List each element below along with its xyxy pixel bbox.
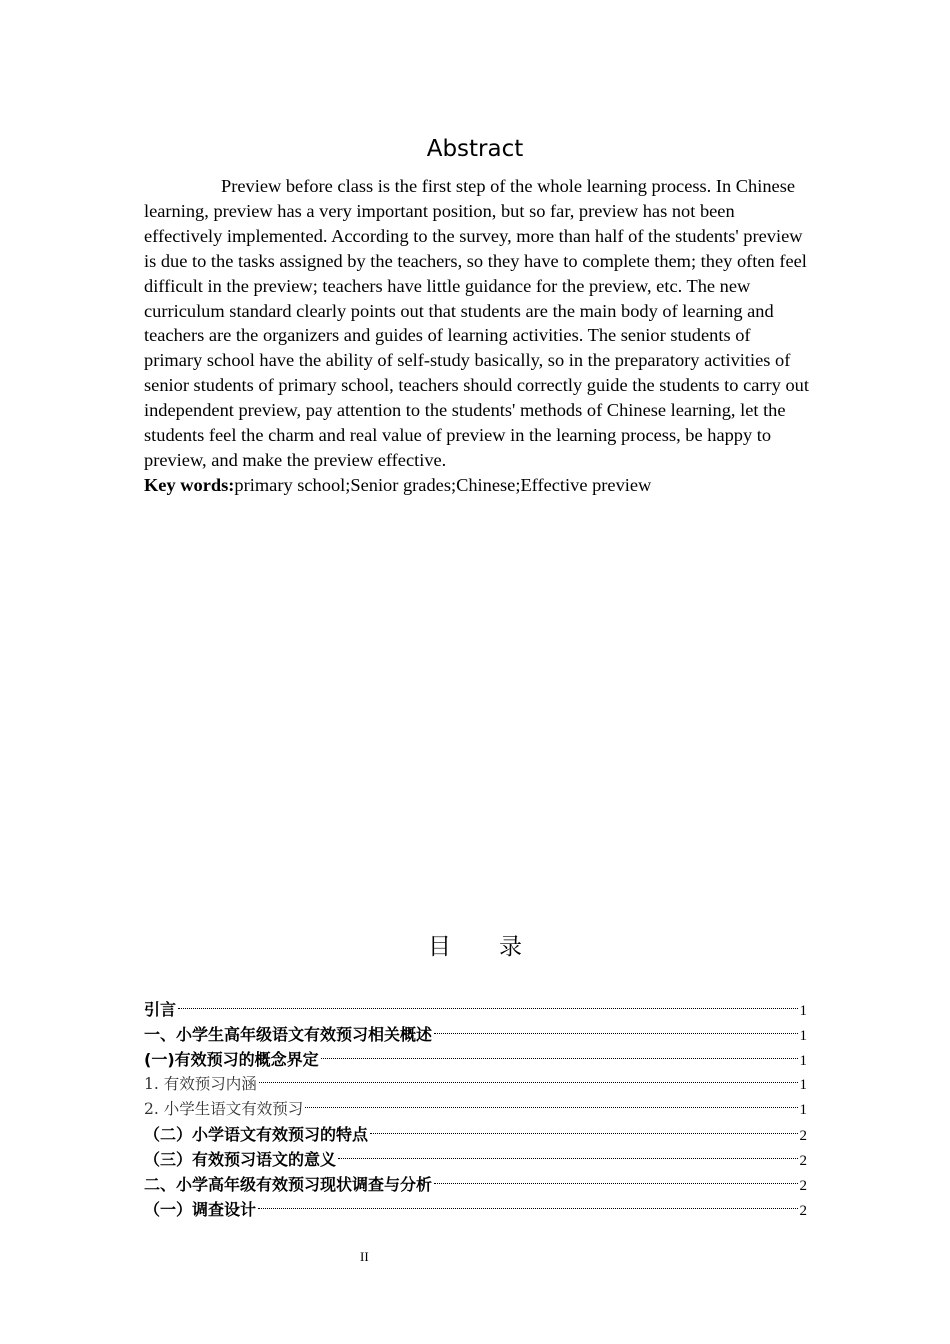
keywords-label: Key words:: [144, 475, 235, 495]
toc-leader-dots: [338, 1158, 797, 1159]
keywords-line: [144, 473, 809, 498]
toc-entry[interactable]: [144, 1197, 807, 1222]
toc-entry-page: 2: [799, 1153, 807, 1169]
toc-entry[interactable]: [144, 1097, 807, 1122]
toc-entry-text: 1. 有效预习内涵: [144, 1075, 257, 1093]
toc-entry-text: （三）有效预习语文的意义: [144, 1150, 337, 1169]
abstract-title: Abstract: [426, 136, 524, 162]
toc-entry-page: 2: [799, 1203, 807, 1219]
toc-leader-dots: [258, 1208, 797, 1209]
toc-entry[interactable]: [144, 1172, 807, 1197]
toc-entry[interactable]: [144, 1047, 807, 1072]
toc-leader-dots: [305, 1107, 797, 1108]
toc-entry-text: 2. 小学生语文有效预习: [144, 1100, 304, 1118]
toc-entry-text: 一、小学生高年级语文有效预习相关概述: [144, 1025, 433, 1044]
toc-entry[interactable]: [144, 1122, 807, 1147]
toc-leader-dots: [321, 1058, 798, 1059]
toc-entry[interactable]: [144, 1072, 807, 1097]
page-number: II: [360, 1249, 369, 1264]
abstract-body: Preview before class is the first step of the whole learning process. In Chinese learning, preview has a very important position, but so far, preview has not been effectively implemented. According to the survey, more than half of the students' preview is due to the tasks assigned by the teachers, so they have to complete them; they often feel difficult in the preview; teachers have little guidance for the preview, etc. The new curriculum standard clearly points out that students are the main body of learning and teachers are the organizers and guides of learning activities. The senior students of primary school have the ability of self-study basically, so in the preparatory activities of senior students of primary school, teachers should correctly guide the students to carry out independent preview, pay attention to the students' methods of Chinese learning, let the students feel the charm and real value of preview in the learning process, be happy to preview, and make the preview effective.: [144, 176, 809, 470]
keywords-value: primary school;Senior grades;Chinese;Effective preview: [234, 475, 652, 495]
toc-entry-page: 1: [799, 1028, 807, 1044]
toc-entry[interactable]: [144, 997, 807, 1022]
toc-entry-page: 1: [799, 1003, 807, 1019]
toc-entry-page: 2: [799, 1128, 807, 1144]
toc-entry[interactable]: [144, 1147, 807, 1172]
toc-leader-dots: [434, 1183, 797, 1184]
toc-title-char-2: 录: [499, 934, 522, 960]
toc-entry-text: （二）小学语文有效预习的特点: [144, 1125, 369, 1144]
toc-entry-page: 1: [799, 1053, 807, 1069]
toc-leader-dots: [370, 1133, 797, 1134]
toc-entry-page: 2: [799, 1178, 807, 1194]
toc-leader-dots: [259, 1082, 798, 1083]
toc-title-char-1: 目: [428, 934, 451, 960]
toc-entry-page: 1: [799, 1077, 807, 1093]
toc-entry-text: 二、小学高年级有效预习现状调查与分析: [144, 1175, 433, 1194]
toc-leader-dots: [178, 1008, 797, 1009]
toc-list: [144, 997, 807, 1222]
toc-entry-page: 1: [799, 1102, 807, 1118]
toc-title: [0, 932, 950, 962]
toc-leader-dots: [434, 1033, 797, 1034]
toc-entry-text: （一）调查设计: [144, 1200, 257, 1219]
toc-entry[interactable]: [144, 1022, 807, 1047]
toc-entry-text: (一)有效预习的概念界定: [144, 1050, 319, 1069]
toc-entry-text: 引言: [144, 1000, 177, 1019]
